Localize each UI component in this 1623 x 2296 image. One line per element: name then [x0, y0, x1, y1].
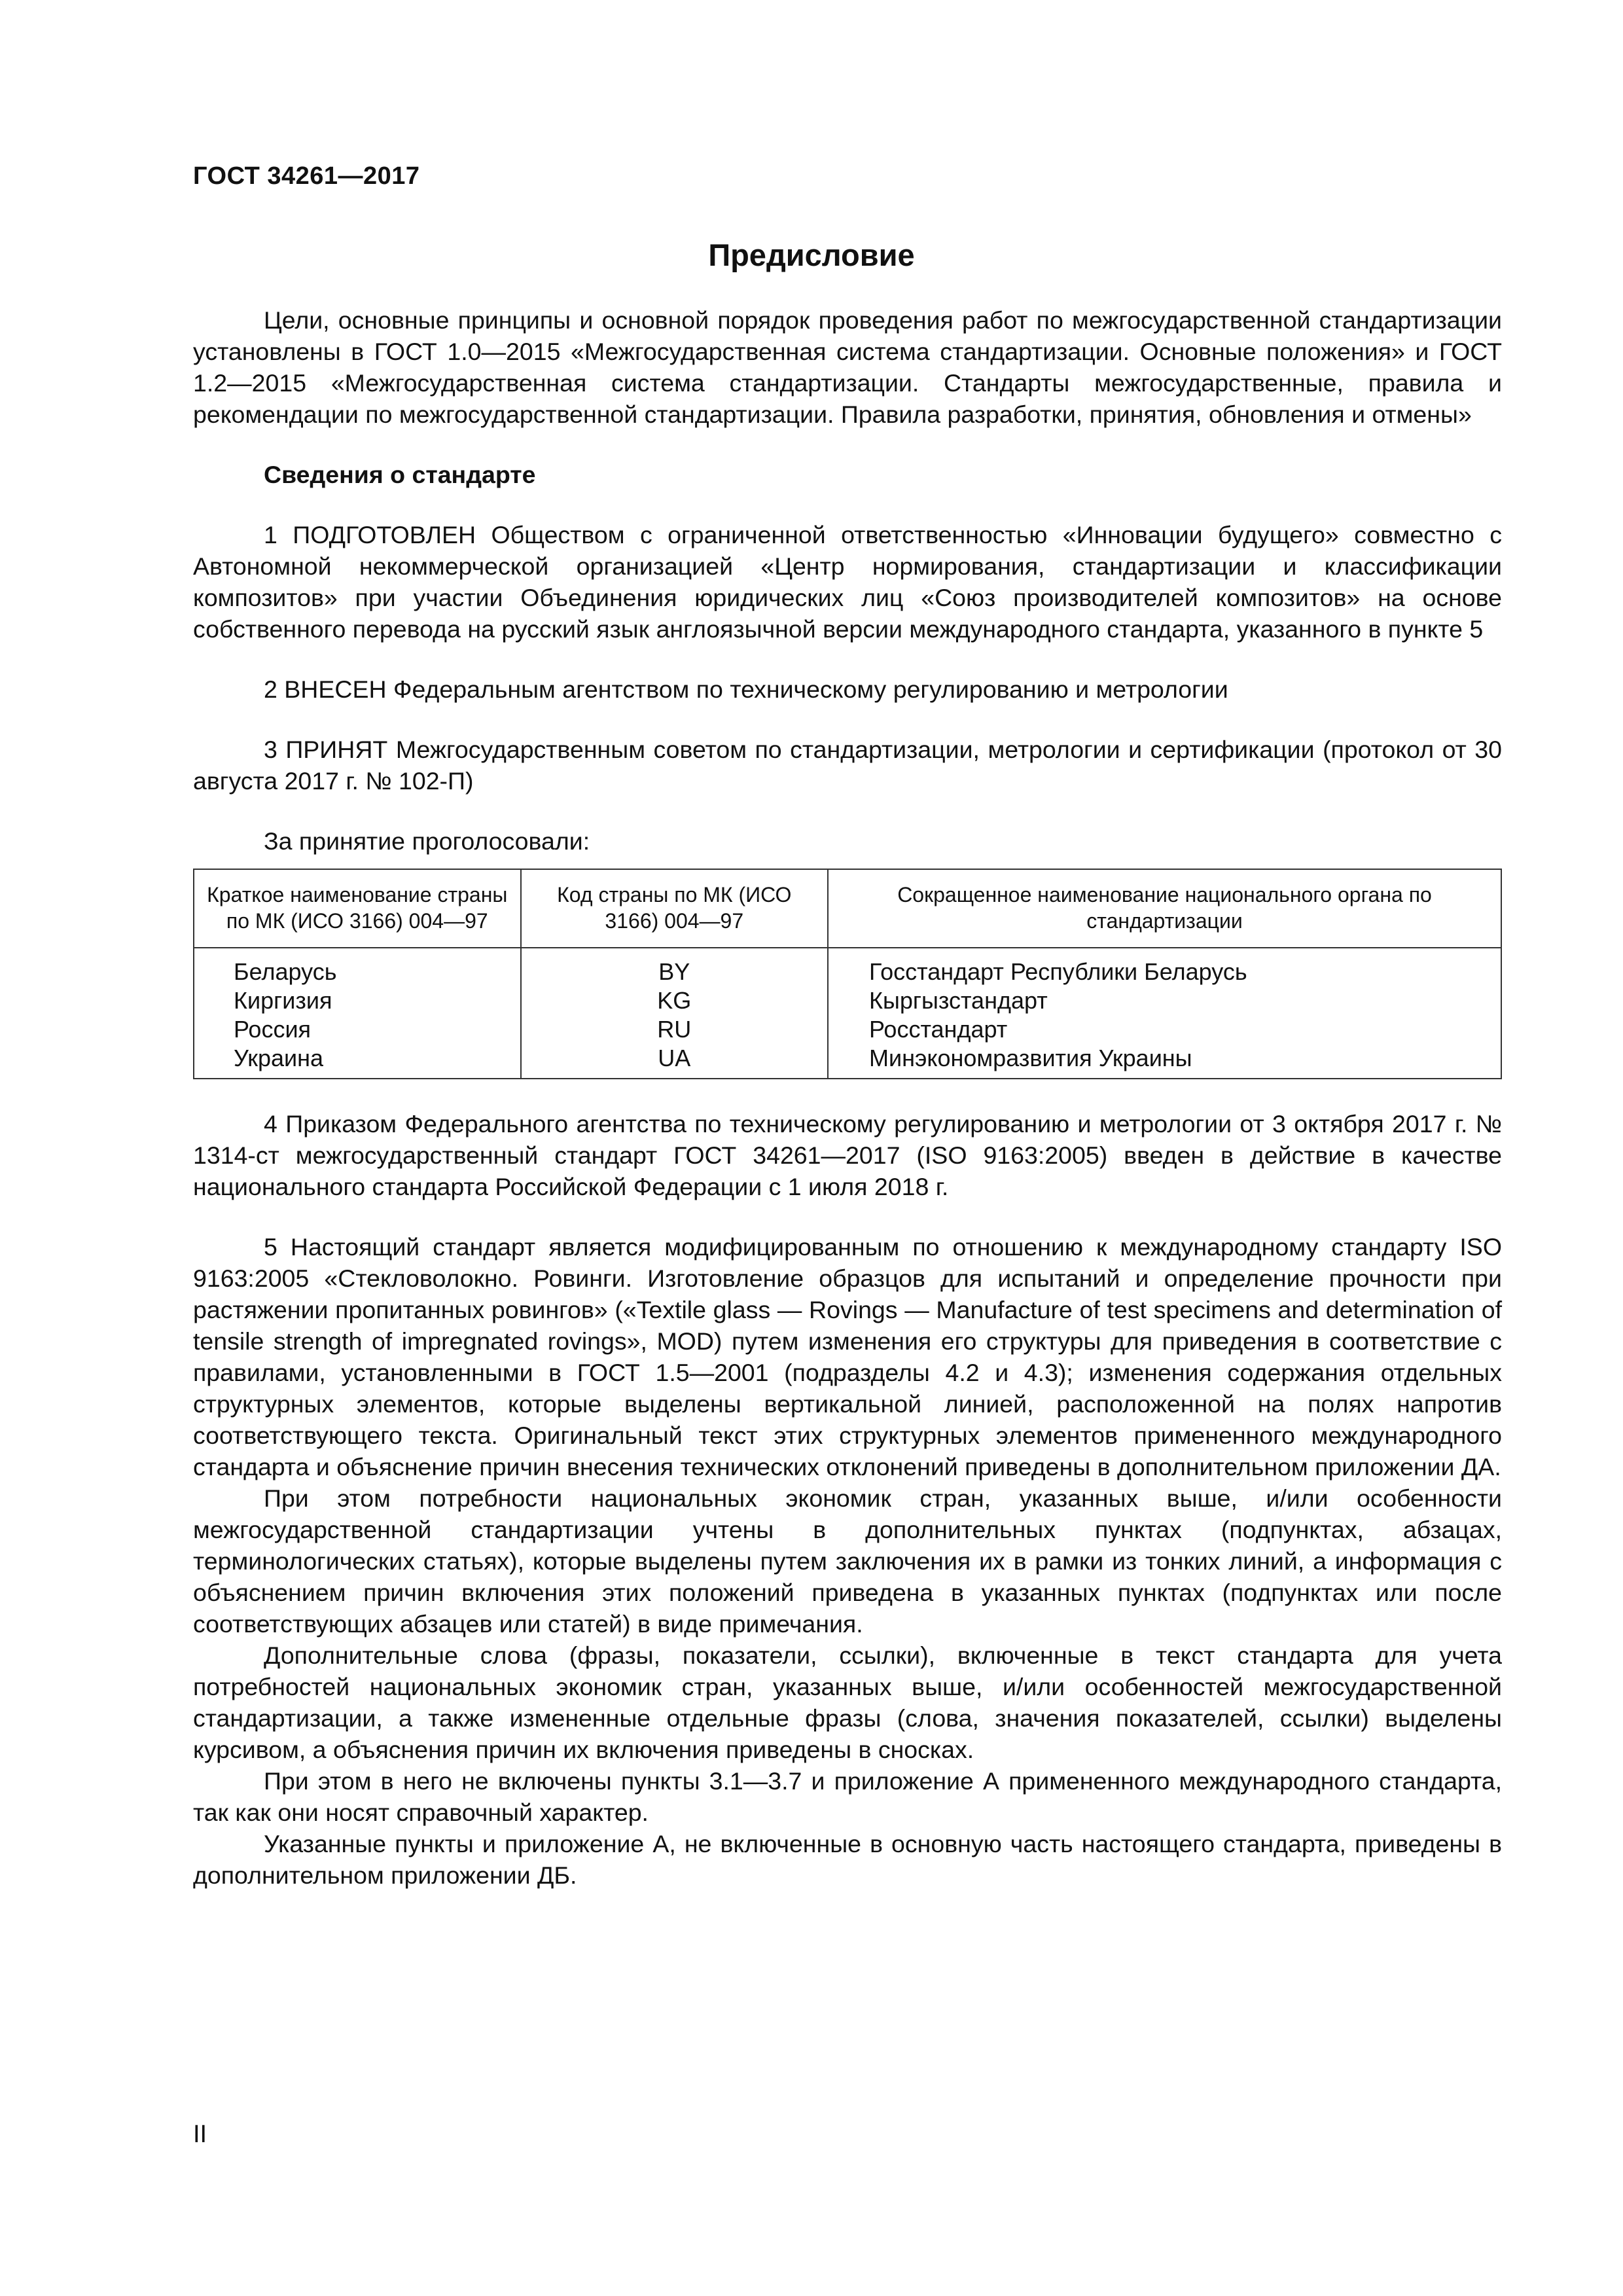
item-3-paragraph: 3 ПРИНЯТ Межгосударственным советом по стандартизации, метрологии и сертификации (протокол от 30 августа 2017 г. № 102-П) — [193, 736, 1502, 795]
table-cell-org: Росстандарт — [828, 1015, 1501, 1044]
table-header-org: Сокращенное наименование национального органа по стандартизации — [828, 869, 1501, 948]
table-header-row — [194, 869, 1501, 948]
table-cell-code: UA — [521, 1044, 828, 1079]
additional-words-paragraph: Дополнительные слова (фразы, показатели, ссылки), включенные в текст стандарта для учета потребностей национальных экономик стран, указанных выше, и/или особенностей межгосударственной стандартизации, а также измененные отдельные фразы (слова, значения показателей, ссылки) выделены курсивом, а объяснения причин их включения приведены в сносках. — [193, 1641, 1502, 1763]
table-cell-org: Минэкономразвития Украины — [828, 1044, 1501, 1079]
votes-intro: За принятие проголосовали: — [264, 827, 590, 855]
table-header-country: Краткое наименование страны по МК (ИСО 3166) 004—97 — [194, 869, 521, 948]
item-5-paragraph: 5 Настоящий стандарт является модифицированным по отношению к международному стандарту ISO 9163:2005 «Стекловолокно. Ровинги. Изготовление образцов для испытаний и определение прочности при растяжении пропитанных ровингов» («Textile glass — Rovings — Manufacture of test specimens and determination of tensile strength of impregnated rovings», MOD) путем изменения его структуры для приведения в соответствие с правилами, установленными в ГОСТ 1.5—2001 (подразделы 4.2 и 4.3); изменения содержания отдельных структурных элементов, которые выделены вертикальной линией, расположенной на полях напротив соответствующего текста. Оригинальный текст этих структурных элементов примененного международного стандарта и объяснение причин внесения технических отклонений приведены в дополнительном приложении ДА. — [193, 1233, 1502, 1480]
table-cell-code: BY — [521, 948, 828, 986]
needs-paragraph: При этом потребности национальных экономик стран, указанных выше, и/или особенности межгосударственной стандартизации учтены в дополнительных пунктах (подпунктах, абзацах, терминологических статьях), которые выделены путем заключения их в рамки из тонких линий, а информация с объяснением причин включения этих положений приведена в указанных пунктах (подпунктах или после соответствующих абзацев или статей) в виде примечания. — [193, 1484, 1502, 1638]
table-cell-code: KG — [521, 986, 828, 1015]
table-cell-org: Кыргызстандарт — [828, 986, 1501, 1015]
document-body — [193, 304, 1502, 1891]
document-header: ГОСТ 34261—2017 — [193, 162, 420, 190]
votes-table — [193, 869, 1502, 1079]
page-number: II — [193, 2121, 207, 2148]
table-cell-country: Беларусь — [194, 948, 521, 986]
table-row — [194, 1044, 1501, 1079]
excluded-items-paragraph: При этом в него не включены пункты 3.1—3.7 и приложение А примененного международного стандарта, так как они носят справочный характер. — [193, 1767, 1502, 1826]
intro-paragraph: Цели, основные принципы и основной порядок проведения работ по межгосударственной стандартизации установлены в ГОСТ 1.0—2015 «Межгосударственная система стандартизации. Основные положения» и ГОСТ 1.2—2015 «Межгосударственная система стандартизации. Стандарты межгосударственные, правила и рекомендации по межгосударственной стандартизации. Правила разработки, принятия, обновления и отмены» — [193, 306, 1502, 428]
section-heading: Сведения о стандарте — [264, 461, 536, 488]
item-1-paragraph: 1 ПОДГОТОВЛЕН Обществом с ограниченной ответственностью «Инновации будущего» совместно с Автономной некоммерческой организацией «Центр нормирования, стандартизации и классификации композитов» при участии Объединения юридических лиц «Союз производителей композитов» на основе собственного перевода на русский язык англоязычной версии международного стандарта, указанного в пункте 5 — [193, 521, 1502, 643]
table-row — [194, 986, 1501, 1015]
table-row — [194, 948, 1501, 986]
table-row — [194, 1015, 1501, 1044]
table-cell-org: Госстандарт Республики Беларусь — [828, 948, 1501, 986]
annex-paragraph: Указанные пункты и приложение А, не включенные в основную часть настоящего стандарта, приведены в дополнительном приложении ДБ. — [193, 1830, 1502, 1889]
table-cell-country: Россия — [194, 1015, 521, 1044]
item-4-paragraph: 4 Приказом Федерального агентства по техническому регулированию и метрологии от 3 октября 2017 г. № 1314-ст межгосударственный стандарт ГОСТ 34261—2017 (ISO 9163:2005) введен в действие в качестве национального стандарта Российской Федерации с 1 июля 2018 г. — [193, 1110, 1502, 1200]
table-cell-country: Киргизия — [194, 986, 521, 1015]
table-header-code: Код страны по МК (ИСО 3166) 004—97 — [521, 869, 828, 948]
item-2-paragraph: 2 ВНЕСЕН Федеральным агентством по техническому регулированию и метрологии — [264, 675, 1228, 703]
page-title: Предисловие — [708, 238, 915, 272]
table-cell-code: RU — [521, 1015, 828, 1044]
table-cell-country: Украина — [194, 1044, 521, 1079]
